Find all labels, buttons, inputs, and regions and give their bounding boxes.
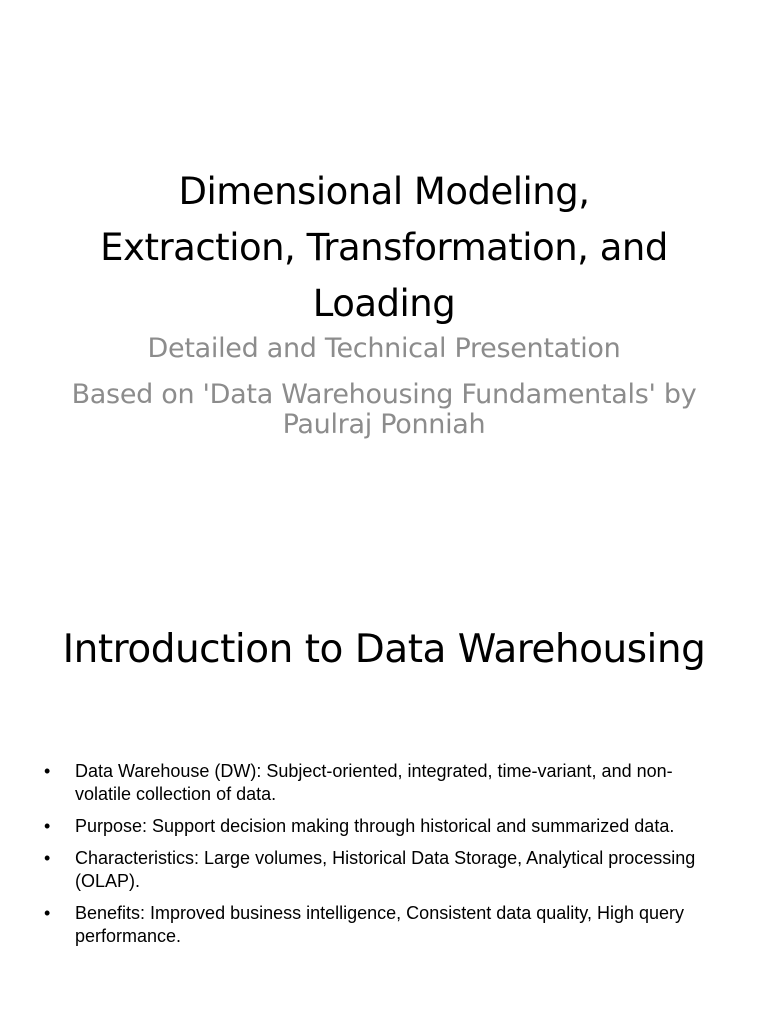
bullet-text: Purpose: Support decision making through historical and summarized data. — [75, 816, 675, 836]
title-block — [40, 164, 728, 332]
slide-title-line-3: Loading — [312, 282, 456, 325]
bullet-icon: • — [44, 761, 51, 781]
section-title: Introduction to Data Warehousing — [62, 627, 706, 672]
bullet-list — [44, 760, 724, 957]
subtitle-source: Based on 'Data Warehousing Fundamentals' by Paulraj Ponniah — [71, 379, 697, 440]
bullet-text: Data Warehouse (DW): Subject-oriented, integrated, time-variant, and non-volatile collection of data. — [75, 761, 673, 804]
list-item — [44, 815, 724, 838]
list-item — [44, 847, 724, 893]
content-slide — [0, 576, 768, 1024]
subtitle-block — [60, 334, 708, 440]
bullet-icon: • — [44, 848, 51, 868]
list-item — [44, 902, 724, 948]
bullet-text: Benefits: Improved business intelligence, Consistent data quality, High query performance. — [75, 903, 685, 946]
bullet-icon: • — [44, 816, 51, 836]
slide-title-line-2: Extraction, Transformation, and — [100, 226, 668, 269]
bullet-icon: • — [44, 903, 51, 923]
slide-title-line-1: Dimensional Modeling, — [178, 170, 590, 213]
subtitle-presentation: Detailed and Technical Presentation — [147, 333, 621, 364]
bullet-text: Characteristics: Large volumes, Historical Data Storage, Analytical processing (OLAP). — [75, 848, 696, 891]
list-item — [44, 760, 724, 806]
